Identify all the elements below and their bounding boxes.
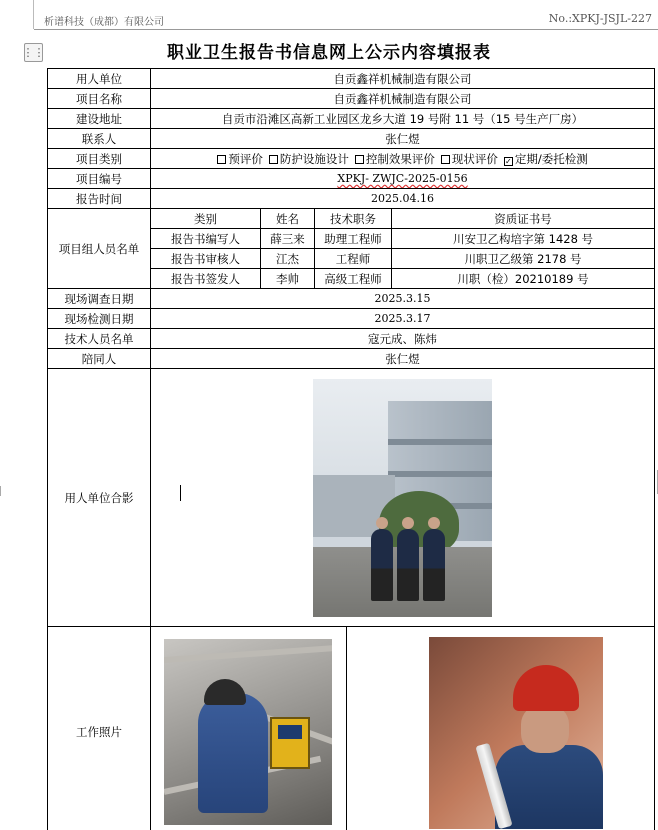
team-cert[interactable]: 川职卫乙级第 2178 号 — [392, 249, 655, 269]
checkbox-icon[interactable] — [355, 155, 364, 164]
checkbox-icon[interactable] — [217, 155, 226, 164]
test-date-value[interactable]: 2025.3.17 — [151, 309, 655, 329]
group-photo-image — [313, 379, 492, 617]
project-name-label: 项目名称 — [48, 89, 151, 109]
employer-value[interactable]: 自贡鑫祥机械制造有限公司 — [151, 69, 655, 89]
row-project-no — [48, 169, 655, 189]
row-employer — [48, 69, 655, 89]
work-photo-label: 工作照片 — [48, 627, 151, 830]
category-option-protection-design[interactable]: 防护设施设计 — [269, 151, 349, 167]
disclosure-form-table — [47, 68, 655, 830]
group-photo-label: 用人单位合影 — [48, 369, 151, 627]
category-option-control-eval[interactable]: 控制效果评价 — [355, 151, 435, 167]
work-photo-cell-2[interactable] — [347, 627, 655, 830]
row-address — [48, 109, 655, 129]
team-role[interactable]: 报告书编写人 — [151, 229, 261, 249]
checkbox-icon[interactable] — [441, 155, 450, 164]
checkbox-icon[interactable] — [269, 155, 278, 164]
contact-value[interactable]: 张仁煜 — [151, 129, 655, 149]
row-work-photos — [48, 627, 655, 830]
team-role[interactable]: 报告书签发人 — [151, 269, 261, 289]
team-col-role: 类别 — [151, 209, 261, 229]
work-photo-image-1 — [164, 639, 332, 825]
team-cert[interactable]: 川安卫乙构培字第 1428 号 — [392, 229, 655, 249]
team-cert[interactable]: 川职（检）20210189 号 — [392, 269, 655, 289]
project-no-label: 项目编号 — [48, 169, 151, 189]
team-title[interactable]: 工程师 — [315, 249, 392, 269]
row-group-photo — [48, 369, 655, 627]
row-project-name — [48, 89, 655, 109]
tech-staff-label: 技术人员名单 — [48, 329, 151, 349]
team-title[interactable]: 高级工程师 — [315, 269, 392, 289]
header-doc-number: No.:XPKJ-JSJL-227 — [548, 12, 652, 25]
team-col-cert: 资质证书号 — [392, 209, 655, 229]
address-value[interactable]: 自贡市沿滩区高新工业园区龙乡大道 19 号附 11 号（15 号生产厂房） — [151, 109, 655, 129]
work-photo-image-2 — [429, 637, 603, 829]
row-category — [48, 149, 655, 169]
left-margin-mark — [0, 486, 4, 496]
row-contact — [48, 129, 655, 149]
address-label: 建设地址 — [48, 109, 151, 129]
row-report-time — [48, 189, 655, 209]
work-photo-cell-1[interactable] — [151, 627, 347, 830]
category-option-periodic-testing[interactable]: ✓ 定期/委托检测 — [504, 151, 588, 166]
table-move-handle-icon[interactable]: ⋮⋮ — [24, 43, 43, 62]
team-header-row — [48, 209, 655, 229]
header-company: 析谱科技（成都）有限公司 — [44, 17, 164, 28]
row-survey-date — [48, 289, 655, 309]
team-title[interactable]: 助理工程师 — [315, 229, 392, 249]
team-name[interactable]: 薛三来 — [261, 229, 315, 249]
contact-label: 联系人 — [48, 129, 151, 149]
team-col-title: 技术职务 — [315, 209, 392, 229]
header-rule — [34, 29, 658, 30]
report-time-label: 报告时间 — [48, 189, 151, 209]
row-tech-staff — [48, 329, 655, 349]
companion-label: 陪同人 — [48, 349, 151, 369]
text-cursor — [180, 485, 181, 501]
header-corner-mark — [33, 0, 34, 29]
row-companion — [48, 349, 655, 369]
category-options — [151, 149, 655, 169]
report-time-value[interactable]: 2025.04.16 — [151, 189, 655, 209]
team-role[interactable]: 报告书审核人 — [151, 249, 261, 269]
project-no-value[interactable]: XPKJ- ZWJC-2025-0156 — [151, 169, 655, 189]
group-photo-cell[interactable] — [151, 369, 655, 627]
companion-value[interactable]: 张仁煜 — [151, 349, 655, 369]
team-col-name: 姓名 — [261, 209, 315, 229]
test-date-label: 现场检测日期 — [48, 309, 151, 329]
category-option-pre-eval[interactable]: 预评价 — [217, 151, 263, 167]
category-label: 项目类别 — [48, 149, 151, 169]
page-title: 职业卫生报告书信息网上公示内容填报表 — [167, 43, 491, 63]
project-name-value[interactable]: 自贡鑫祥机械制造有限公司 — [151, 89, 655, 109]
row-test-date — [48, 309, 655, 329]
checkbox-checked-icon[interactable]: ✓ — [504, 156, 512, 166]
survey-date-value[interactable]: 2025.3.15 — [151, 289, 655, 309]
survey-date-label: 现场调查日期 — [48, 289, 151, 309]
tech-staff-value[interactable]: 寇元成、陈炜 — [151, 329, 655, 349]
category-option-status-eval[interactable]: 现状评价 — [441, 151, 498, 167]
team-name[interactable]: 李帅 — [261, 269, 315, 289]
team-name[interactable]: 江杰 — [261, 249, 315, 269]
employer-label: 用人单位 — [48, 69, 151, 89]
team-label: 项目组人员名单 — [48, 209, 151, 289]
